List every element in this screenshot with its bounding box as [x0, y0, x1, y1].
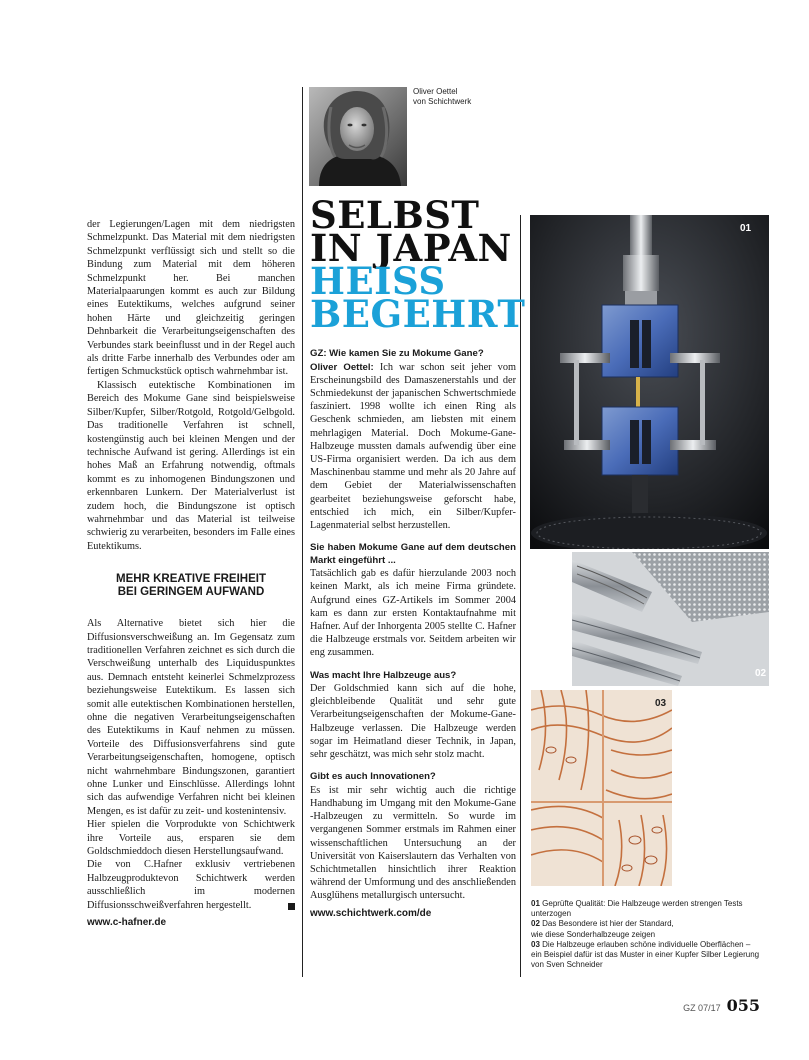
web-link[interactable]: www.schichtwerk.com/de: [310, 907, 432, 919]
caption-number: 01: [531, 899, 540, 908]
credit-org: von Schichtwerk: [413, 97, 472, 106]
photo-number: 01: [740, 223, 752, 234]
caption-item: [531, 940, 761, 971]
headline-line-accent: HEISS: [310, 259, 446, 303]
headline-line: IN JAPAN: [310, 226, 512, 270]
photo-number: 02: [755, 668, 767, 679]
answer-text: Ich war schon seit jeher vom Erscheinungsbild des Damaszenerstahls und der Schmiedekunst der japanischen Schwertschmiede fasziniert. 1998 wollte ich einen Ring als Geschenk schmieden, am liebsten mit einem mehrlagigen Material. Doch Mokume-Gane-Halbzeuge mussten damals aufwendig über eine US-Firma organisiert werden. Da ich aus dem Maschinenbau stamme und mehr als 20 Jahre auf dem Gebiet der Materialwissenschaften gearbeitet beziehungsweise geforscht habe, entschied ich mich, ein Silber/Kupfer-Lagenmaterial selbst herzustellen.: [310, 361, 516, 531]
body-paragraph: Hier spielen die Vorprodukte von Schichtwerk ihre Vorteile aus, ersparen sie dem Goldschmieddoch diesen Herstellungsaufwand.: [87, 819, 295, 858]
subhead-line: MEHR KREATIVE FREIHEIT: [116, 573, 266, 586]
body-paragraph: Klassisch eutektische Kombinationen im Bereich des Mokume Gane sind beispielsweise Silber/Kupfer, Silber/Rotgold, Rotgold/Gelbgold. Das traditionelle Verfahren ist schnell, kostengünstig auch bei kleinen Mengen und der technische Aufwand ist gering. Allerdings ist ein hohes Maß an Erfahrung notwendig, oftmals kommt es zu inhomogenen Bindungszonen und erkennbaren Lunkern. Der Materialverlust ist zudem hoch, die Bindungszone ist optisch wahrnehmbar und das Material ist teilweise schwierig zu verarbeiten, besonders im Falle eines Eutektikums.: [87, 379, 295, 552]
caption-text: Geprüfte Qualität: Die Halbzeuge werden strengen Tests unterzogen: [531, 899, 743, 919]
interview-answer: [310, 361, 516, 533]
section-subhead: [87, 573, 295, 599]
caption-number: 03: [531, 939, 540, 949]
photo-number: 03: [655, 698, 667, 709]
subhead-line: BEI GERINGEM AUFWAND: [117, 586, 265, 599]
body-paragraph: der Legierungen/Lagen mit dem niedrigsten Schmelzpunkt. Das Material mit dem niedrigsten Schmelzpunkt verflüssigt sich und stellt so die Bindung zum Material mit dem höheren Schmelzpunkt her. Bei manchen Materialpaarungen kommt es auch zur Bildung eines Eutektikums, welches aufgrund seiner hohen Härte und gleichzeitig geringen Dehnbarkeit die Verarbeitungseigenschaften des Verbundes stark beeinflusst und in der Regel auch als dritte Farbe innerhalb des Verbundes oder am fertigen Schmuckstück optisch wahrnehmbar ist.: [87, 219, 295, 378]
page-folio: [683, 996, 760, 1015]
credit-name: Oliver Oettel: [413, 87, 458, 96]
portrait-photo: [309, 87, 407, 186]
article-headline: [310, 193, 526, 336]
left-column: [87, 218, 295, 930]
interview-question: GZ: Wie kamen Sie zu Mokume Gane?: [310, 348, 484, 359]
photo-mokume-pattern: [531, 690, 672, 886]
photo-special-products: [572, 552, 769, 686]
interview-answer: Es ist mir sehr wichtig auch die richtige Handhabung im Umgang mit den Mokume-Gane -Halbzeugen zu vermitteln. So wurde im vergangenen Sommer erstmals im Rahmen einer wissenschaftlichen Untersuchung an der Universität von Kaiserslautern das Verhalten von Schichtmetallen hinsichtlich ihrer Reaktion während der Umformung und des anschließenden Ausglühens metallurgisch untersucht.: [310, 784, 516, 902]
body-paragraph: [87, 858, 295, 912]
photo-testing-fixture: [530, 215, 769, 549]
headline-line: SELBST: [310, 193, 480, 237]
interview-question: Gibt es auch Innovationen?: [310, 771, 436, 783]
interview-question: Was macht Ihre Halbzeuge aus?: [310, 669, 457, 681]
fixture-image: [530, 215, 769, 549]
caption-number: 02: [531, 919, 540, 929]
issue-label: GZ 07/17: [683, 1003, 721, 1013]
web-link[interactable]: www.c-hafner.de: [87, 917, 167, 929]
end-mark-icon: [288, 903, 295, 910]
caption-text: Das Besondere ist hier der Standard,: [542, 919, 674, 929]
caption-item: [531, 919, 761, 939]
caption-item: [531, 899, 761, 919]
caption-text: wie diese Sonderhalbzeuge zeigen: [531, 929, 656, 939]
photo-credit: [413, 87, 471, 107]
interview-question: Sie haben Mokume Gane auf dem deutschen Markt eingeführt ...: [310, 542, 516, 566]
speaker-label: Oliver Oettel:: [310, 361, 374, 373]
interview-column: [310, 348, 516, 920]
column-divider: [302, 87, 303, 977]
pattern-image: [531, 690, 672, 886]
body-paragraph-text: Die von C.Hafner exklusiv vertriebenen Halbzeugproduktevon Schichtwerk werden ausschließlich im modernen Diffusionsschweißverfahren hergestellt.: [87, 859, 295, 911]
page-number: 055: [726, 996, 760, 1015]
portrait-image: [309, 87, 407, 186]
photo-captions: [531, 899, 761, 970]
interview-answer: Tatsächlich gab es dafür hierzulande 2003 noch keinen Markt, als ich meine Firma gründete. Aufgrund eines GZ-Artikels im Sommer 2004 kam es dann zur ersten Kontaktaufnahme mit Hafner. Auf der Inhorgenta 2005 stellte C. Hafner die Halbzeuge erstmals vor. Seitdem arbeiten wir eng zusammen.: [310, 568, 516, 659]
headline-line-accent: BEGEHRT: [310, 292, 526, 336]
products-image: [572, 552, 769, 686]
caption-text: Die Halbzeuge erlauben schöne individuelle Oberflächen – ein Beispiel dafür ist das Muster in einer Kupfer Silber Legierung von Sven Schneider: [531, 939, 760, 970]
body-paragraph: Als Alternative bietet sich hier die Diffusionsverschweißung an. Im Gegensatz zum traditionellen Verfahren zeichnet es sich durch die Verschweißung unterhalb des Liquiduspunktes aus. Demnach entsteht keinerlei Schmelzprozess beziehungsweise Eutektikum. Es lassen sich somit alle eutektischen Kombinationen herstellen, ohne die negativen Verarbeitungseigenschaften des Eutektikums in Kauf nehmen zu müssen. Vorteile des Diffusionsverfahrens sind gute Verarbeitungseigenschaften, homogene, optisch nicht wahrnehmbare Bindungszonen, garantiert ohne Lunker und Einschlüsse. Allerdings lohnt sich das aufwendige Verfahren nicht bei kleinen Mengen, es ist dafür zu zeit- und kostenintensiv.: [87, 618, 295, 817]
interview-answer: Der Goldschmied kann sich auf die hohe, gleichbleibende Qualität und sehr gute Verarbeitungseigenschaften der Mokume-Gane-Halbzeuge verlassen. Die Halbzeuge werden sogar im Heimatland dieser Technik, in Japan, sehr geschätzt, was mich sehr stolz macht.: [310, 683, 516, 761]
